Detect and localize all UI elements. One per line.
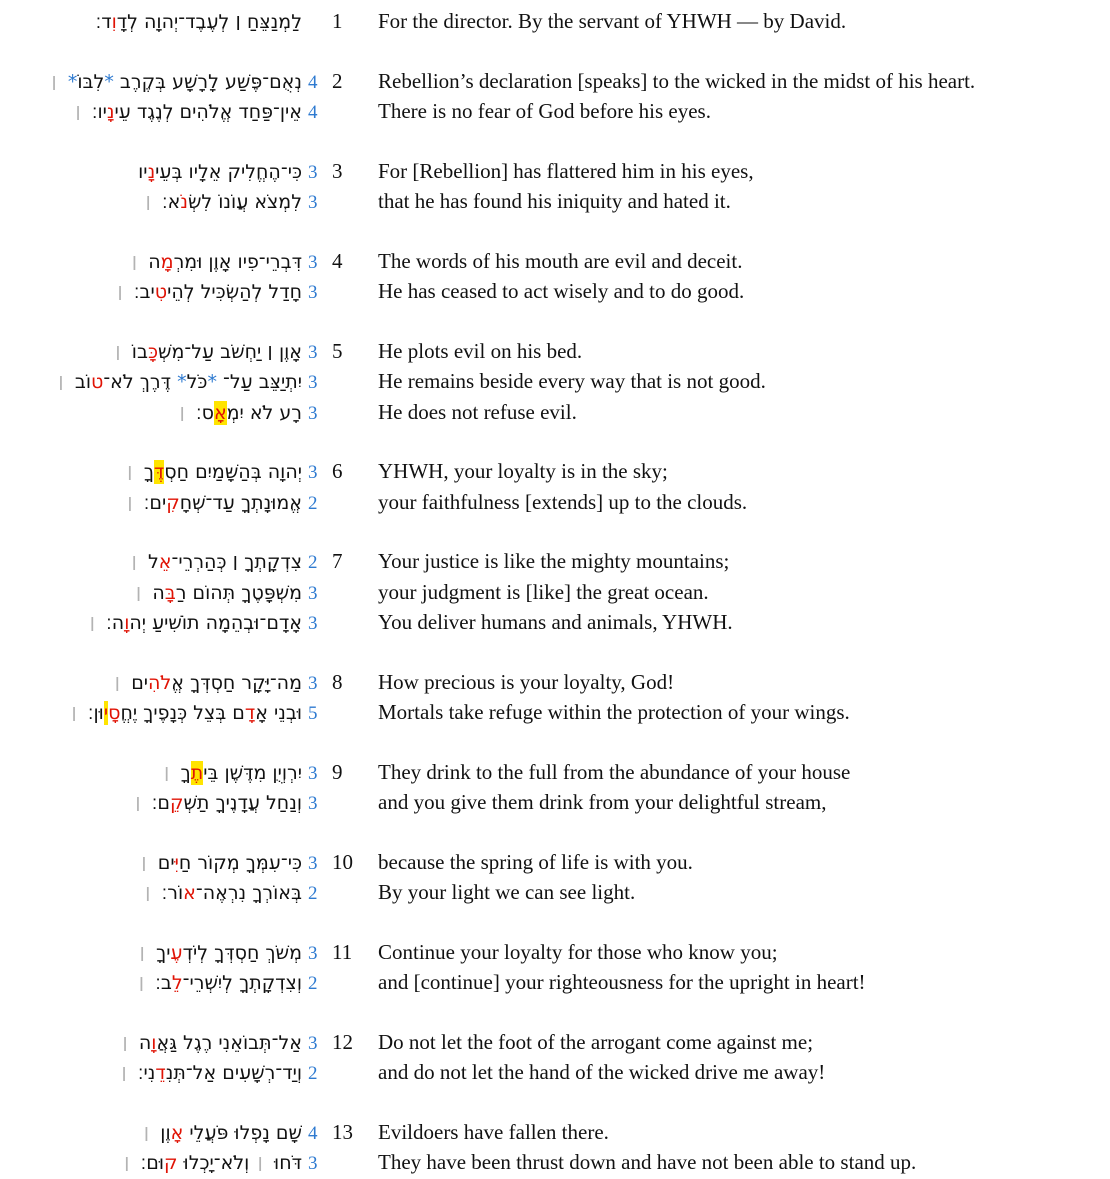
hebrew-text: אָוֶן ׀ יַחְשֹׁב עַל־מִשְׁ <box>158 340 302 363</box>
hebrew-text: ךָ <box>143 461 154 483</box>
hebrew-line <box>0 458 302 488</box>
hebrew-text: נְאֻם־פֶּשַׁע לָרָשָׁע בְּקֶרֶב <box>113 70 302 93</box>
english-line: He plots evil on his bed. <box>378 338 583 363</box>
verse-number: 12 <box>332 1029 353 1054</box>
verse-block <box>0 337 1110 429</box>
colon-divider-bar: ׀ <box>257 1152 263 1174</box>
hebrew-text: אֵין־פַּחַד אֱלֹהִים לְנֶגֶד עֵי <box>114 101 302 123</box>
verse-line-row <box>0 488 1110 519</box>
stress-count: 3 <box>308 942 318 964</box>
hebrew-text: ים <box>157 851 175 874</box>
verse-number: 5 <box>332 338 343 363</box>
verse-block <box>0 157 1110 218</box>
hebrew-text: וְלֹא־יָכְלוּ <box>177 1152 256 1174</box>
colon-divider-bar: ׀ <box>135 581 148 604</box>
verse-line-row <box>0 547 1110 578</box>
verse-line-row <box>0 608 1110 639</box>
hebrew-text: יִתְיַצֵּב עַל־ <box>216 371 302 393</box>
verse-line-row <box>0 457 1110 488</box>
hebrew-line <box>0 939 302 969</box>
stress-count: 3 <box>308 402 318 424</box>
colon-divider-bar: ׀ <box>75 101 87 123</box>
hebrew-text: חָדַל לְהַשְׂכִּיל לְהֵי <box>167 281 302 303</box>
stressed-letter: יִּ <box>174 851 179 874</box>
hebrew-text: וּן׃ <box>87 702 104 724</box>
stress-count: 3 <box>308 1153 318 1174</box>
hebrew-text: וֹב <box>74 371 91 393</box>
stressed-letter: ט <box>91 371 104 393</box>
stressed-letter: קֵ <box>169 792 184 814</box>
verse-line-row <box>0 968 1110 999</box>
hebrew-text: וְיַד־רְשָׁעִים אַל־תְּנִ <box>165 1062 302 1084</box>
colon-divider-bar: ׀ <box>89 612 102 634</box>
stress-count: 2 <box>308 883 318 904</box>
verse-line-row <box>0 938 1110 969</box>
hebrew-text: דֹּחוּ <box>267 1152 302 1174</box>
english-line: Rebellion’s declaration [speaks] to the wicked in the midst of his heart. <box>378 68 976 93</box>
stressed-letter: ק <box>164 1152 178 1174</box>
stress-count: 3 <box>308 793 318 814</box>
hebrew-line <box>0 278 302 308</box>
stressed-letter: לֵ <box>171 972 183 994</box>
verse-block <box>0 1118 1110 1179</box>
verse-line-row <box>0 277 1110 308</box>
verse-line-row <box>0 398 1110 429</box>
highlighted-letter: י <box>103 702 109 724</box>
hebrew-text: וּבְנֵי אָ <box>255 702 302 724</box>
verse-block <box>0 758 1110 819</box>
hebrew-line <box>0 8 302 38</box>
hebrew-text: מַה־יָּקָר חַסְדְּךָ אֱ <box>171 671 302 694</box>
english-line: They drink to the full from the abundance of your house <box>378 759 851 784</box>
colon-divider-bar: ׀ <box>127 491 139 514</box>
stress-count: 3 <box>308 462 318 483</box>
english-line: Evildoers have fallen there. <box>378 1119 609 1144</box>
stressed-letter: אָ <box>170 1121 184 1144</box>
verse-number: 11 <box>332 939 353 964</box>
stress-count: 3 <box>308 1032 318 1054</box>
verse-block <box>0 7 1110 38</box>
hebrew-line <box>0 759 302 789</box>
colon-divider-bar: ׀ <box>139 941 152 964</box>
stress-count: 3 <box>308 161 318 183</box>
verse-line-row <box>0 1058 1110 1089</box>
english-line: For [Rebellion] has flattered him in his eyes, <box>378 158 754 183</box>
verse-block <box>0 1028 1110 1089</box>
stressed-letter: כָּ <box>147 340 159 363</box>
hebrew-line <box>0 1149 302 1179</box>
stressed-letter: נֹ <box>180 191 188 213</box>
hebrew-text: אָדָם־וּבְהֵמָה תוֹשִׁיעַ יְה <box>129 612 302 634</box>
stressed-letter: בָּ <box>164 581 176 604</box>
hebrew-line <box>0 579 302 609</box>
hebrew-text: דֶּרֶךְ לֹא־ <box>103 371 178 393</box>
hebrew-text: בוֹ <box>131 340 148 363</box>
stressed-letter: עֶ <box>170 941 183 964</box>
english-line: and you give them drink from your delightful stream, <box>378 790 827 814</box>
hebrew-text: יו <box>138 160 148 183</box>
colon-divider-bar: ׀ <box>117 281 129 303</box>
english-line: You deliver humans and animals, YHWH. <box>378 610 733 634</box>
stressed-letter: א <box>183 882 196 904</box>
hebrew-text: כִּי־עִמְּךָ מְקוֹר חַ <box>178 851 302 874</box>
verse-line-row <box>0 848 1110 879</box>
hebrew-text: כִּי־הֶחֱלִיק אֵלָיו בְּעֵי <box>155 160 302 183</box>
stress-count: 3 <box>308 251 318 273</box>
stress-count: 4 <box>308 102 318 123</box>
hebrew-text: מְשֹׁךְ חַסְדְּךָ לְיֹדְ <box>182 941 302 964</box>
hebrew-line <box>0 158 302 188</box>
english-line: because the spring of life is with you. <box>378 849 693 874</box>
hebrew-text: ךָ <box>180 761 191 784</box>
stress-count: 3 <box>308 672 318 694</box>
hebrew-text: וְצִדְקָתְךָ לְיִשְׁרֵי־ <box>182 972 302 994</box>
stress-count: 3 <box>308 613 318 634</box>
hebrew-line <box>0 1029 302 1059</box>
verse-line-row <box>0 157 1110 188</box>
colon-divider-bar: ׀ <box>71 702 83 724</box>
stressed-letter: טִ <box>154 281 168 303</box>
emendation-asterisk: * <box>177 371 187 393</box>
verse-line-row <box>0 758 1110 789</box>
stress-count: 2 <box>308 973 318 994</box>
stress-count: 3 <box>308 852 318 874</box>
hebrew-line <box>0 68 302 98</box>
hebrew-text: מִשְׁפָּטֶךָ תְּהוֹם רַ <box>175 581 302 604</box>
verse-block <box>0 457 1110 518</box>
verse-block <box>0 247 1110 308</box>
hebrew-line <box>0 338 302 368</box>
highlighted-letter: תֶ <box>190 761 204 784</box>
hebrew-text: וְנַחַל עֲדָנֶיךָ תַשְׁ <box>183 792 302 814</box>
hebrew-text: ים׃ <box>143 491 167 514</box>
emendation-asterisk: * <box>207 371 217 393</box>
hebrew-line <box>0 969 302 999</box>
hebrew-line <box>0 489 302 519</box>
english-line: that he has found his iniquity and hated it. <box>378 189 731 213</box>
hebrew-text: יו׃ <box>91 101 107 123</box>
hebrew-line <box>0 879 302 909</box>
hebrew-text: יִרְוְיֻן מִדֶּשֶׁן בֵּי <box>203 761 302 784</box>
hebrew-text: בְּאוֹרְךָ נִרְאֶה־ <box>195 882 302 904</box>
hebrew-line <box>0 609 302 639</box>
stressed-letter: וָ <box>124 612 130 634</box>
stress-count: 3 <box>308 762 318 784</box>
verse-number: 7 <box>332 549 343 573</box>
stress-count: 2 <box>308 1063 318 1084</box>
stress-count: 2 <box>308 552 318 573</box>
hebrew-text: נִי׃ <box>137 1062 156 1084</box>
hebrew-line <box>0 789 302 819</box>
hebrew-text: ס׃ <box>196 401 214 424</box>
hebrew-line <box>0 699 302 729</box>
stressed-letter: קִ <box>166 491 180 514</box>
verse-line-row <box>0 247 1110 278</box>
hebrew-text: וּם׃ <box>140 1152 164 1174</box>
hebrew-line <box>0 399 302 429</box>
colon-divider-bar: ׀ <box>121 1062 133 1084</box>
stressed-letter: דָ <box>244 702 256 724</box>
stress-count: 3 <box>308 372 318 393</box>
english-line: How precious is your loyalty, God! <box>378 669 675 694</box>
highlighted-letter: אָ <box>213 401 227 424</box>
english-line: He remains beside every way that is not good. <box>378 369 766 393</box>
english-line: your judgment is [like] the great ocean. <box>378 579 709 604</box>
hebrew-text: צִדְקָתְךָ ׀ כְּהַרְרֵי־ <box>171 551 302 573</box>
hebrew-text: ה <box>138 1031 152 1054</box>
colon-divider-bar: ׀ <box>122 1031 134 1054</box>
highlighted-letter: דֶּ <box>153 461 165 483</box>
stress-count: 3 <box>308 282 318 303</box>
hebrew-text: רָע לֹא יִמְ <box>226 401 302 424</box>
english-line: Your justice is like the mighty mountains; <box>378 549 730 573</box>
verse-line-row <box>0 1148 1110 1179</box>
colon-divider-bar: ׀ <box>163 761 176 784</box>
colon-divider-bar: ׀ <box>131 551 143 573</box>
colon-divider-bar: ׀ <box>143 1121 156 1144</box>
stress-count: 4 <box>308 1122 318 1144</box>
verse-line-row <box>0 668 1110 699</box>
verse-number: 10 <box>332 849 353 874</box>
verse-block <box>0 67 1110 128</box>
hebrew-text: ב׃ <box>155 972 172 994</box>
verse-list <box>0 7 1110 1179</box>
verse-number: 1 <box>332 9 343 33</box>
colon-divider-bar: ׀ <box>144 882 157 904</box>
verse-line-row <box>0 97 1110 128</box>
stress-count: 4 <box>308 71 318 93</box>
hebrew-line <box>0 248 302 278</box>
verse-line-row <box>0 7 1110 38</box>
colon-divider-bar: ׀ <box>114 671 127 694</box>
english-line: Do not let the foot of the arrogant come against me; <box>378 1029 814 1054</box>
stressed-letter: לֹהִ <box>148 671 172 694</box>
hebrew-text: ה <box>152 581 165 604</box>
english-line: By your light we can see light. <box>378 880 636 904</box>
hebrew-text: וֶן <box>160 1121 171 1144</box>
stressed-letter: סָ <box>108 702 121 724</box>
stressed-letter: וִ <box>111 11 117 33</box>
stressed-letter: מָ <box>160 250 174 273</box>
verse-number: 3 <box>332 158 343 183</box>
colon-divider-bar: ׀ <box>51 70 63 93</box>
verse-line-row <box>0 1118 1110 1149</box>
stressed-letter: אֵ <box>158 551 172 573</box>
stress-count: 5 <box>308 703 318 724</box>
hebrew-text: ה׃ <box>106 612 125 634</box>
hebrew-line <box>0 368 302 398</box>
colon-divider-bar: ׀ <box>135 792 147 814</box>
colon-divider-bar: ׀ <box>179 401 191 424</box>
english-line: and [continue] your righteousness for the upright in heart! <box>378 970 866 994</box>
hebrew-text: שָׁם נָפְלוּ פֹּעֲלֵי <box>183 1121 302 1144</box>
hebrew-text: לַמְנַצֵּחַ ׀ לְעֶבֶד־יְהוָה לְדָ <box>116 11 302 33</box>
hebrew-text: וֹר׃ <box>161 882 184 904</box>
verse-line-row <box>0 367 1110 398</box>
hebrew-text: ים <box>131 671 149 694</box>
hebrew-text: אֱמוּנָתְךָ עַד־שְׁחָ <box>179 491 302 514</box>
english-line: your faithfulness [extends] up to the clouds. <box>378 489 748 514</box>
stressed-letter: נָ <box>106 101 115 123</box>
hebrew-text: ל <box>147 551 159 573</box>
colon-divider-bar: ׀ <box>145 191 158 213</box>
verse-number: 8 <box>332 669 343 694</box>
verse-number: 13 <box>332 1119 353 1144</box>
english-line: For the director. By the servant of YHWH — by David. <box>378 9 847 33</box>
english-line: and do not let the hand of the wicked drive me away! <box>378 1060 826 1084</box>
verse-line-row <box>0 788 1110 819</box>
hebrew-text: א׃ <box>162 191 181 213</box>
colon-divider-bar: ׀ <box>127 461 139 483</box>
verse-block <box>0 547 1110 639</box>
verse-number: 6 <box>332 459 343 483</box>
verse-number: 2 <box>332 68 343 93</box>
colon-divider-bar: ׀ <box>115 340 127 363</box>
stress-count: 3 <box>308 582 318 604</box>
hebrew-text: יב׃ <box>133 281 155 303</box>
hebrew-text: לִבּוֹ <box>77 70 105 93</box>
stress-count: 2 <box>308 492 318 514</box>
stressed-letter: דֵ <box>155 1062 166 1084</box>
colon-divider-bar: ׀ <box>58 371 70 393</box>
hebrew-line <box>0 188 302 218</box>
hebrew-text: לִמְצֹא עֲוֹנוֹ לִשְׂ <box>187 191 302 213</box>
verse-line-row <box>0 578 1110 609</box>
verse-line-row <box>0 337 1110 368</box>
emendation-asterisk: * <box>104 70 114 93</box>
hebrew-text: דִּבְרֵי־פִיו אָוֶן וּמִרְ <box>173 250 302 273</box>
hebrew-line <box>0 849 302 879</box>
hebrew-text: כֹּל <box>186 371 208 393</box>
verse-number: 9 <box>332 759 343 784</box>
emendation-asterisk: * <box>67 70 78 93</box>
verse-line-row <box>0 67 1110 98</box>
english-line: They have been thrust down and have not been able to stand up. <box>378 1150 917 1174</box>
colon-divider-bar: ׀ <box>141 851 153 874</box>
verse-line-row <box>0 187 1110 218</box>
hebrew-line <box>0 98 302 128</box>
english-line: The words of his mouth are evil and deceit. <box>378 248 743 273</box>
verse-number: 4 <box>332 248 343 273</box>
verse-block <box>0 668 1110 729</box>
english-line: YHWH, your loyalty is in the sky; <box>378 459 668 483</box>
english-line: Continue your loyalty for those who know you; <box>378 939 778 964</box>
colon-divider-bar: ׀ <box>123 1152 136 1174</box>
hebrew-text: יְהוָה בְּהַשָּׁמַיִם חַסְ <box>164 461 302 483</box>
hebrew-line <box>0 1119 302 1149</box>
hebrew-text: ה <box>148 250 161 273</box>
verse-line-row <box>0 698 1110 729</box>
hebrew-text: ם בְּצֵל כְּנָפֶיךָ יֶחֱ <box>120 702 245 724</box>
colon-divider-bar: ׀ <box>131 250 144 273</box>
verse-block <box>0 848 1110 909</box>
hebrew-line <box>0 1059 302 1089</box>
hebrew-text: ד׃ <box>95 11 112 33</box>
hebrew-line <box>0 669 302 699</box>
stressed-letter: וָ <box>151 1031 157 1054</box>
english-line: Mortals take refuge within the protection of your wings. <box>378 700 850 724</box>
colon-divider-bar: ׀ <box>138 972 151 994</box>
hebrew-text: ם׃ <box>151 792 170 814</box>
stress-count: 3 <box>308 192 318 213</box>
verse-block <box>0 938 1110 999</box>
english-line: He has ceased to act wisely and to do good. <box>378 279 745 303</box>
hebrew-line <box>0 548 302 578</box>
hebrew-text: יךָ <box>156 941 171 964</box>
stressed-letter: נָ <box>147 160 156 183</box>
stress-count: 3 <box>308 341 318 363</box>
verse-line-row <box>0 878 1110 909</box>
english-line: There is no fear of God before his eyes. <box>378 99 711 123</box>
verse-line-row <box>0 1028 1110 1059</box>
hebrew-text: אַל־תְּבוֹאֵנִי רֶגֶל גַּאֲ <box>156 1031 302 1054</box>
english-line: He does not refuse evil. <box>378 399 577 424</box>
